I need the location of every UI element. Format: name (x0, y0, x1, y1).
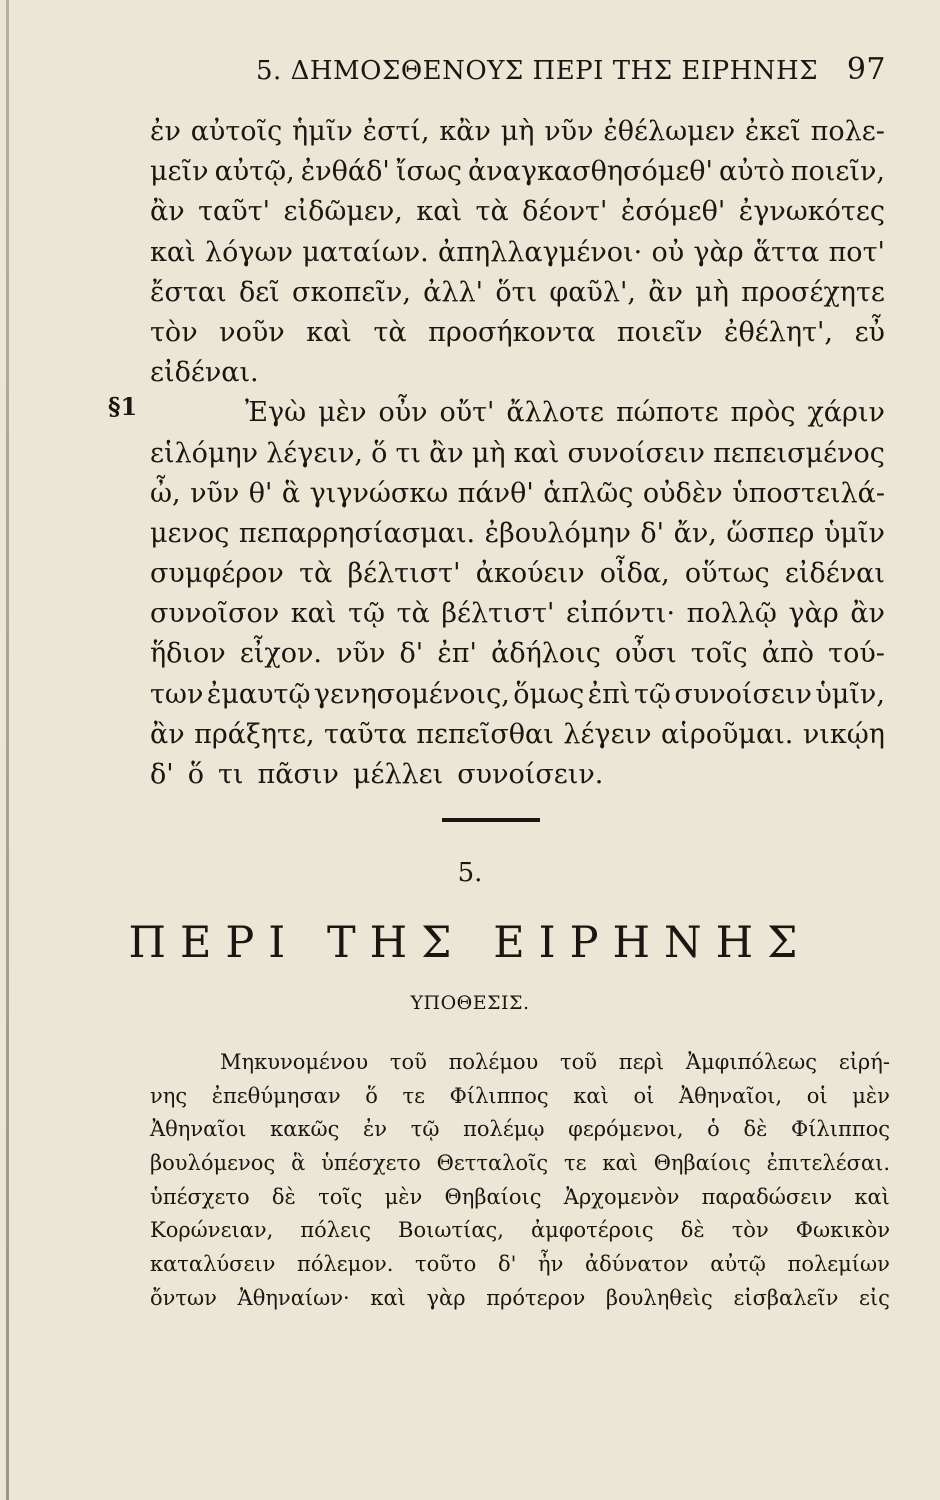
word: προσέχητε (741, 276, 885, 308)
word: πεπαρρησίασμαι. (238, 517, 476, 549)
word: πράξητε, (194, 718, 315, 750)
hypothesis-line (150, 1181, 890, 1215)
word: ἐσόμεθ' (620, 196, 726, 228)
word: σκοπεῖν, (292, 276, 411, 308)
hypothesis-line (150, 1046, 890, 1080)
word: οἶδα, (599, 558, 670, 590)
word: τοῦ (389, 1050, 427, 1074)
word: δὲ (743, 1117, 768, 1142)
word: οὖν (378, 397, 428, 429)
word: τοῖς (318, 1184, 363, 1209)
word: ματαίων. (302, 236, 429, 268)
word: ἐβουλόμην (484, 517, 631, 549)
word: ὦ, (150, 477, 181, 509)
word: ποιεῖν, (790, 156, 885, 188)
word: ὅμως (513, 678, 585, 710)
word: μὴ (471, 437, 506, 469)
word: ἀπηλλαγμένοι· (438, 236, 643, 268)
word: ὑμῖν, (815, 678, 885, 710)
word: βέλτιστ' (441, 598, 555, 630)
hypothesis-line (150, 1113, 890, 1147)
word: καταλύσειν (150, 1252, 276, 1277)
text-line (150, 634, 885, 674)
word: ἐνθάδ' (300, 156, 390, 188)
word: Βοιωτίας, (398, 1218, 504, 1243)
word: τι (395, 437, 421, 469)
word: ἁπλῶς (543, 477, 634, 509)
word: ἐπεθύμησαν (211, 1083, 341, 1108)
text-line (150, 594, 885, 634)
word: φαῦλ', (549, 276, 637, 308)
word: ἂν (150, 718, 185, 750)
word: συνοῖσον (150, 598, 280, 630)
word: ὅ (365, 1083, 378, 1108)
word: ἃ (291, 1151, 306, 1176)
word: εἰδέναι. (150, 357, 259, 389)
word: ἐν (150, 116, 181, 147)
word: γὰρ (788, 598, 839, 630)
word: Θετταλοῖς (436, 1151, 549, 1176)
text-line (150, 393, 885, 433)
word: οὔτ' (439, 397, 495, 429)
word: τοῖς (690, 638, 748, 670)
word: πολλῷ (686, 598, 777, 630)
word: Θηβαίοις (653, 1151, 751, 1176)
word: ἐκεῖ (744, 116, 801, 147)
word: αἱροῦμαι. (661, 718, 794, 750)
word: καὶ (150, 236, 196, 268)
word: συμφέρον (150, 558, 284, 590)
word: περὶ (618, 1050, 665, 1074)
word: Ἀθηναίων· (237, 1285, 350, 1310)
word: μὲν (852, 1083, 890, 1108)
word: ταῦτ' (198, 196, 271, 228)
word: εἱλόμην (150, 437, 259, 469)
word: πολέμῳ (463, 1117, 545, 1142)
word: ὁ (707, 1117, 720, 1142)
word: τῷ (410, 1117, 440, 1142)
word: ὥσπερ (726, 517, 815, 549)
word: πᾶσιν (257, 759, 339, 790)
word: δ' (497, 1252, 517, 1277)
word: Κορώνειαν, (150, 1218, 274, 1243)
word: καὶ (306, 316, 352, 348)
section-marker: §1 (108, 392, 138, 421)
word: ἂν (429, 437, 464, 469)
word: πρὸς (730, 397, 796, 429)
word: δέοντ' (522, 196, 608, 228)
word: πώποτε (615, 397, 719, 429)
word: μὲν (384, 1184, 423, 1209)
word: μὲν (318, 397, 367, 429)
word: τι (217, 759, 244, 790)
page-edge-shadow (6, 0, 9, 1500)
word: δὲ (680, 1218, 705, 1243)
word: γὰρ (693, 236, 744, 268)
word: φερόμενοι, (568, 1117, 684, 1142)
word: ἐπιτελέσαι. (766, 1151, 890, 1176)
word: συνοίσειν. (457, 759, 604, 790)
word: ἡμῖν (292, 116, 353, 147)
word: λέγειν (563, 718, 652, 750)
hypothesis-line (150, 1282, 890, 1316)
word: Φωκικὸν (795, 1218, 890, 1243)
word: ἐπὶ (587, 678, 631, 710)
word: πολε- (810, 116, 885, 147)
word: ἐστί, (362, 116, 430, 147)
word: ἂν (850, 598, 885, 630)
word: εἰδέναι (784, 558, 885, 590)
word: συνοίσειν (567, 437, 705, 469)
word: οὖσι (614, 638, 677, 670)
word: μέλλει (352, 759, 444, 790)
word: ἅττα (752, 236, 820, 268)
page-number: 97 (846, 52, 886, 87)
running-title: 5. ΔΗΜΟΣΘΕΝΟΥΣ ΠΕΡΙ ΤΗΣ ΕΙΡΗΝΗΣ (256, 56, 819, 86)
word: κακῶς (270, 1117, 340, 1142)
word: ἂν (150, 196, 185, 228)
main-text (150, 112, 885, 795)
word: μεῖν (150, 156, 209, 188)
word: λόγων (204, 236, 293, 268)
word: εἶχον. (239, 638, 322, 670)
word: βουλόμενος (150, 1151, 276, 1176)
word: αὐτῷ (710, 1252, 766, 1277)
word: ἀκούειν (475, 558, 585, 590)
word: πολέμου (448, 1050, 539, 1074)
word: δ' (150, 759, 174, 790)
word: αὐτοῖς (190, 116, 283, 147)
word: νης (150, 1083, 188, 1108)
word: καὶ (416, 196, 463, 228)
section-separator (442, 818, 540, 822)
text-line (150, 112, 885, 152)
word: θ' (248, 477, 273, 509)
word: κἂν (439, 116, 491, 147)
word: καὶ (602, 1151, 638, 1176)
word: ἐθέλητ', (724, 316, 834, 348)
word: συνοίσειν (674, 678, 812, 710)
word: πεπεῖσθαι (416, 718, 554, 750)
text-line (150, 152, 885, 192)
word: πρότερον (486, 1285, 586, 1310)
word: βέλτιστ' (347, 558, 461, 590)
word: ὑπέσχετο (150, 1184, 250, 1209)
hypothesis-line (150, 1214, 890, 1248)
word: Ἀρχομενὸν (563, 1184, 680, 1209)
text-line (150, 554, 885, 594)
word: οἱ (633, 1083, 655, 1108)
word: Ἐγὼ (245, 397, 307, 429)
text-line (150, 313, 885, 353)
hypothesis-line (150, 1248, 890, 1282)
word: εἰσβαλεῖν (733, 1285, 839, 1310)
word: τὸν (731, 1218, 769, 1243)
word: μὴ (695, 276, 729, 308)
text-line (150, 715, 885, 755)
speech-number: 5. (457, 858, 483, 888)
word: καὶ (370, 1285, 406, 1310)
word: τὰ (475, 196, 509, 228)
word: τε (402, 1083, 426, 1108)
word: των (150, 678, 204, 710)
word: χάριν (807, 397, 885, 429)
text-line (150, 353, 885, 393)
word: ὅ (371, 437, 388, 469)
text-line (150, 233, 885, 273)
word: αὐτὸ (718, 156, 785, 188)
word: ἀδήλοις (491, 638, 601, 670)
word: τὰ (373, 316, 407, 348)
word: τὰ (299, 558, 333, 590)
word: τῷ (633, 678, 671, 710)
word: πάνθ' (457, 477, 534, 509)
word: τοῦ (560, 1050, 598, 1074)
word: καὶ (573, 1083, 609, 1108)
word: ἀμφοτέροις (531, 1218, 654, 1243)
text-line (150, 675, 885, 715)
word: ἄλλοτε (506, 397, 605, 429)
word: μὴ (500, 116, 535, 147)
word: νῦν (190, 477, 240, 509)
word: ἃ (281, 477, 301, 509)
word: ὅτι (495, 276, 538, 308)
word: ἦν (538, 1252, 564, 1277)
word: προσήκοντα (428, 316, 596, 348)
word: ὑμῖν (823, 517, 885, 549)
word: εὖ (854, 316, 885, 348)
word: εἰρή- (838, 1050, 890, 1074)
running-head (256, 52, 886, 92)
text-line (150, 192, 885, 232)
word: δὲ (271, 1184, 296, 1209)
word: τοῦτο (415, 1252, 477, 1277)
hypothesis-label: ΥΠΟΘΕΣΙΣ. (410, 992, 530, 1014)
word: Ἀμφιπόλεως (685, 1050, 818, 1074)
word: εἰπόντι· (565, 598, 676, 630)
word: ταῦτα (324, 718, 407, 750)
word: γιγνώσκω (309, 477, 449, 509)
word: βουληθεὶς (605, 1285, 713, 1310)
word: πολεμίων (787, 1252, 890, 1277)
word: αὐτῷ, (214, 156, 295, 188)
word: καὶ (513, 437, 560, 469)
word: νοῦν (219, 316, 285, 348)
word: ἐθέλωμεν (603, 116, 736, 147)
word: παραδώσειν (701, 1184, 833, 1209)
word: δ' (399, 638, 424, 670)
word: γὰρ (426, 1285, 466, 1310)
word: ἀλλ' (423, 276, 484, 308)
text-line (150, 514, 885, 554)
word: ὄντων (150, 1285, 217, 1310)
word: νικῴη (802, 718, 885, 750)
text-line (150, 273, 885, 313)
word: οὕτως (684, 558, 770, 590)
word: Ἀθηναῖοι, (678, 1083, 783, 1108)
word: μενος (150, 517, 230, 549)
word: ἔσται (150, 276, 227, 308)
hypothesis-line (150, 1147, 890, 1181)
word: οὐ (651, 236, 685, 268)
text-line (150, 474, 885, 514)
word: ἀδύνατον (584, 1252, 689, 1277)
text-line (150, 434, 885, 474)
word: ἐπ' (437, 638, 477, 670)
word: δ' (640, 517, 665, 549)
word: Μηκυνομένου (220, 1050, 369, 1074)
hypothesis-line (150, 1080, 890, 1114)
word: Φίλιππος (449, 1083, 549, 1108)
word: γενησομένοις, (313, 678, 510, 710)
word: ὑποστειλά- (732, 477, 885, 509)
word: τού- (828, 638, 885, 670)
word: Θηβαίοις (444, 1184, 542, 1209)
word: ποιεῖν (616, 316, 703, 348)
word: πεπεισμένος (713, 437, 885, 469)
word: πόλεμον. (297, 1252, 394, 1277)
word: τε (563, 1151, 587, 1176)
word: ποτ' (828, 236, 885, 268)
speech-title: ΠΕΡΙ ΤΗΣ ΕΙΡΗΝΗΣ (128, 918, 812, 968)
word: ἀπὸ (761, 638, 815, 670)
word: ἂν (648, 276, 683, 308)
text-line (150, 755, 885, 795)
hypothesis-text (150, 1046, 890, 1316)
word: ἐγνωκότες (738, 196, 885, 228)
word: νῦν (544, 116, 594, 147)
word: εἰδῶμεν, (283, 196, 403, 228)
word: ἐν (363, 1117, 388, 1142)
word: τὸν (150, 316, 198, 348)
word: εἰς (859, 1285, 890, 1310)
word: καὶ (290, 598, 337, 630)
word: ἐμαυτῷ (206, 678, 311, 710)
word: τὰ (396, 598, 430, 630)
word: ὅ (187, 759, 204, 790)
word: λέγειν, (266, 437, 363, 469)
word: οὐδὲν (642, 477, 723, 509)
word: Φίλιππος (790, 1117, 890, 1142)
word: Ἀθηναῖοι (150, 1117, 247, 1142)
word: ἄν, (673, 517, 717, 549)
word: ἥδιον (150, 638, 226, 670)
word: ὑπέσχετο (321, 1151, 421, 1176)
word: οἱ (806, 1083, 828, 1108)
word: ἀναγκασθησόμεθ' (468, 156, 713, 188)
word: πόλεις (300, 1218, 371, 1243)
word: τῷ (348, 598, 386, 630)
word: δεῖ (238, 276, 280, 308)
word: καὶ (854, 1184, 890, 1209)
word: ἴσως (395, 156, 463, 188)
word: νῦν (336, 638, 386, 670)
